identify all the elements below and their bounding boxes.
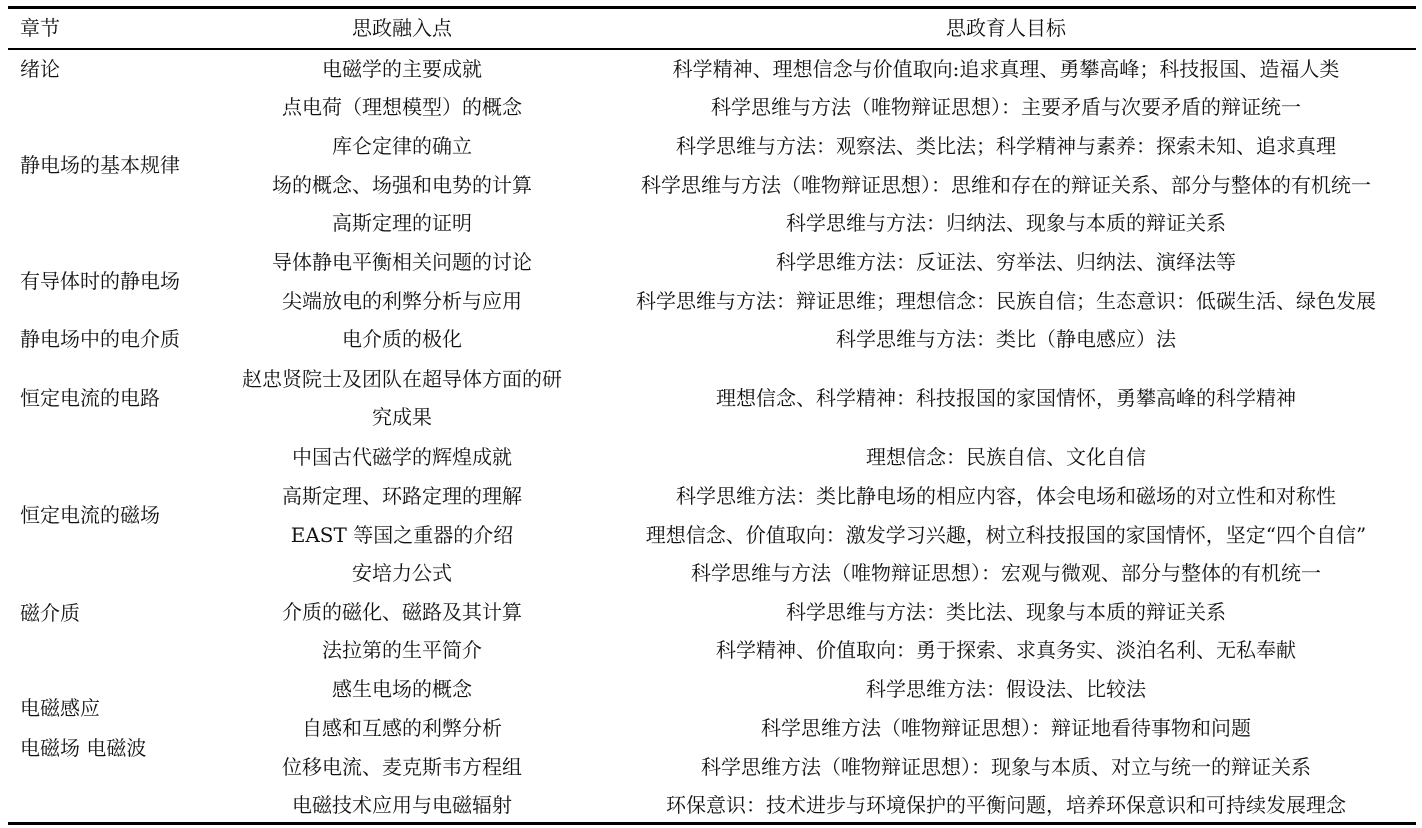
goal-cell: 科学思维与方法（唯物辩证思想）：主要矛盾与次要矛盾的辩证统一 bbox=[711, 95, 1301, 119]
point-cell: EAST 等国之重器的介绍 bbox=[290, 523, 514, 547]
point-cell: 导体静电平衡相关问题的讨论 bbox=[272, 250, 532, 274]
goal-cell: 理想信念、科学精神：科技报国的家国情怀，勇攀高峰的科学精神 bbox=[716, 386, 1296, 410]
point-cell: 电磁学的主要成就 bbox=[322, 57, 482, 81]
goal-cell: 科学思维方法（唯物辩证思想）：现象与本质、对立与统一的辩证关系 bbox=[701, 755, 1311, 779]
point-cell: 高斯定理的证明 bbox=[332, 211, 472, 235]
goal-cell: 科学思维与方法：类比法、现象与本质的辩证关系 bbox=[786, 600, 1226, 624]
goal-cell: 科学思维与方法：类比（静电感应）法 bbox=[836, 327, 1176, 351]
chapter-cell: 恒定电流的电路 bbox=[20, 386, 160, 410]
point-cell: 点电荷（理想模型）的概念 bbox=[282, 95, 522, 119]
chapter-cell: 静电场的基本规律 bbox=[20, 153, 180, 177]
goal-cell: 科学思维与方法：观察法、类比法；科学精神与素养：探索未知、追求真理 bbox=[676, 134, 1336, 158]
goal-cell: 理想信念、价值取向：激发学习兴趣，树立科技报国的家国情怀，坚定“四个自信” bbox=[645, 523, 1367, 547]
header-goal: 思政育人目标 bbox=[946, 16, 1066, 40]
goal-cell: 科学思维与方法：辩证思维；理想信念：民族自信；生态意识：低碳生活、绿色发展 bbox=[636, 289, 1376, 313]
goal-cell: 科学思维与方法（唯物辩证思想）：宏观与微观、部分与整体的有机统一 bbox=[691, 561, 1321, 585]
point-cell: 电介质的极化 bbox=[342, 327, 462, 351]
goal-cell: 科学思维与方法：归纳法、现象与本质的辩证关系 bbox=[786, 211, 1226, 235]
point-cell: 感生电场的概念 bbox=[332, 677, 472, 701]
goal-cell: 科学思维方法（唯物辩证思想）：辩证地看待事物和问题 bbox=[761, 716, 1251, 740]
goal-cell: 环保意识：技术进步与环境保护的平衡问题，培养环保意识和可持续发展理念 bbox=[666, 793, 1346, 817]
goal-cell: 理想信念：民族自信、文化自信 bbox=[866, 445, 1146, 469]
goal-cell: 科学思维方法：反证法、穷举法、归纳法、演绎法等 bbox=[776, 250, 1236, 274]
point-cell: 介质的磁化、磁路及其计算 bbox=[282, 600, 522, 624]
goal-cell: 科学思维与方法（唯物辩证思想）：思维和存在的辩证关系、部分与整体的有机统一 bbox=[641, 173, 1371, 197]
chapter-cell: 静电场中的电介质 bbox=[20, 327, 180, 351]
chapter-cell: 绪论 bbox=[20, 57, 60, 81]
point-cell: 高斯定理、环路定理的理解 bbox=[282, 484, 522, 508]
point-cell: 法拉第的生平简介 bbox=[322, 638, 482, 662]
header-chapter: 章节 bbox=[20, 16, 60, 40]
point-cell: 自感和互感的利弊分析 bbox=[302, 716, 502, 740]
point-line: 赵忠贤院士及团队在超导体方面的研 bbox=[242, 367, 562, 391]
goal-cell: 科学思维方法：假设法、比较法 bbox=[866, 677, 1146, 701]
point-line: 究成果 bbox=[372, 405, 432, 429]
chapter-cell: 恒定电流的磁场 bbox=[20, 503, 160, 527]
header-point: 思政融入点 bbox=[352, 16, 452, 40]
point-cell: 安培力公式 bbox=[352, 561, 452, 585]
point-cell: 电磁技术应用与电磁辐射 bbox=[292, 793, 512, 817]
chapter-cell: 有导体时的静电场 bbox=[20, 269, 180, 293]
goal-cell: 科学精神、理想信念与价值取向:追求真理、勇攀高峰；科技报国、造福人类 bbox=[672, 57, 1340, 81]
point-cell: 场的概念、场强和电势的计算 bbox=[272, 173, 532, 197]
goal-cell: 科学精神、价值取向：勇于探索、求真务实、淡泊名利、无私奉献 bbox=[716, 638, 1296, 662]
goal-cell: 科学思维方法：类比静电场的相应内容，体会电场和磁场的对立性和对称性 bbox=[676, 484, 1336, 508]
point-cell bbox=[222, 360, 582, 436]
point-cell: 尖端放电的利弊分析与应用 bbox=[282, 289, 522, 313]
point-cell: 库仑定律的确立 bbox=[332, 134, 472, 158]
point-cell: 位移电流、麦克斯韦方程组 bbox=[282, 755, 522, 779]
chapter-cell: 电磁感应 bbox=[20, 696, 100, 720]
chapter-cell: 磁介质 bbox=[20, 601, 80, 625]
point-cell: 中国古代磁学的辉煌成就 bbox=[292, 445, 512, 469]
chapter-cell: 电磁场 电磁波 bbox=[20, 736, 147, 760]
